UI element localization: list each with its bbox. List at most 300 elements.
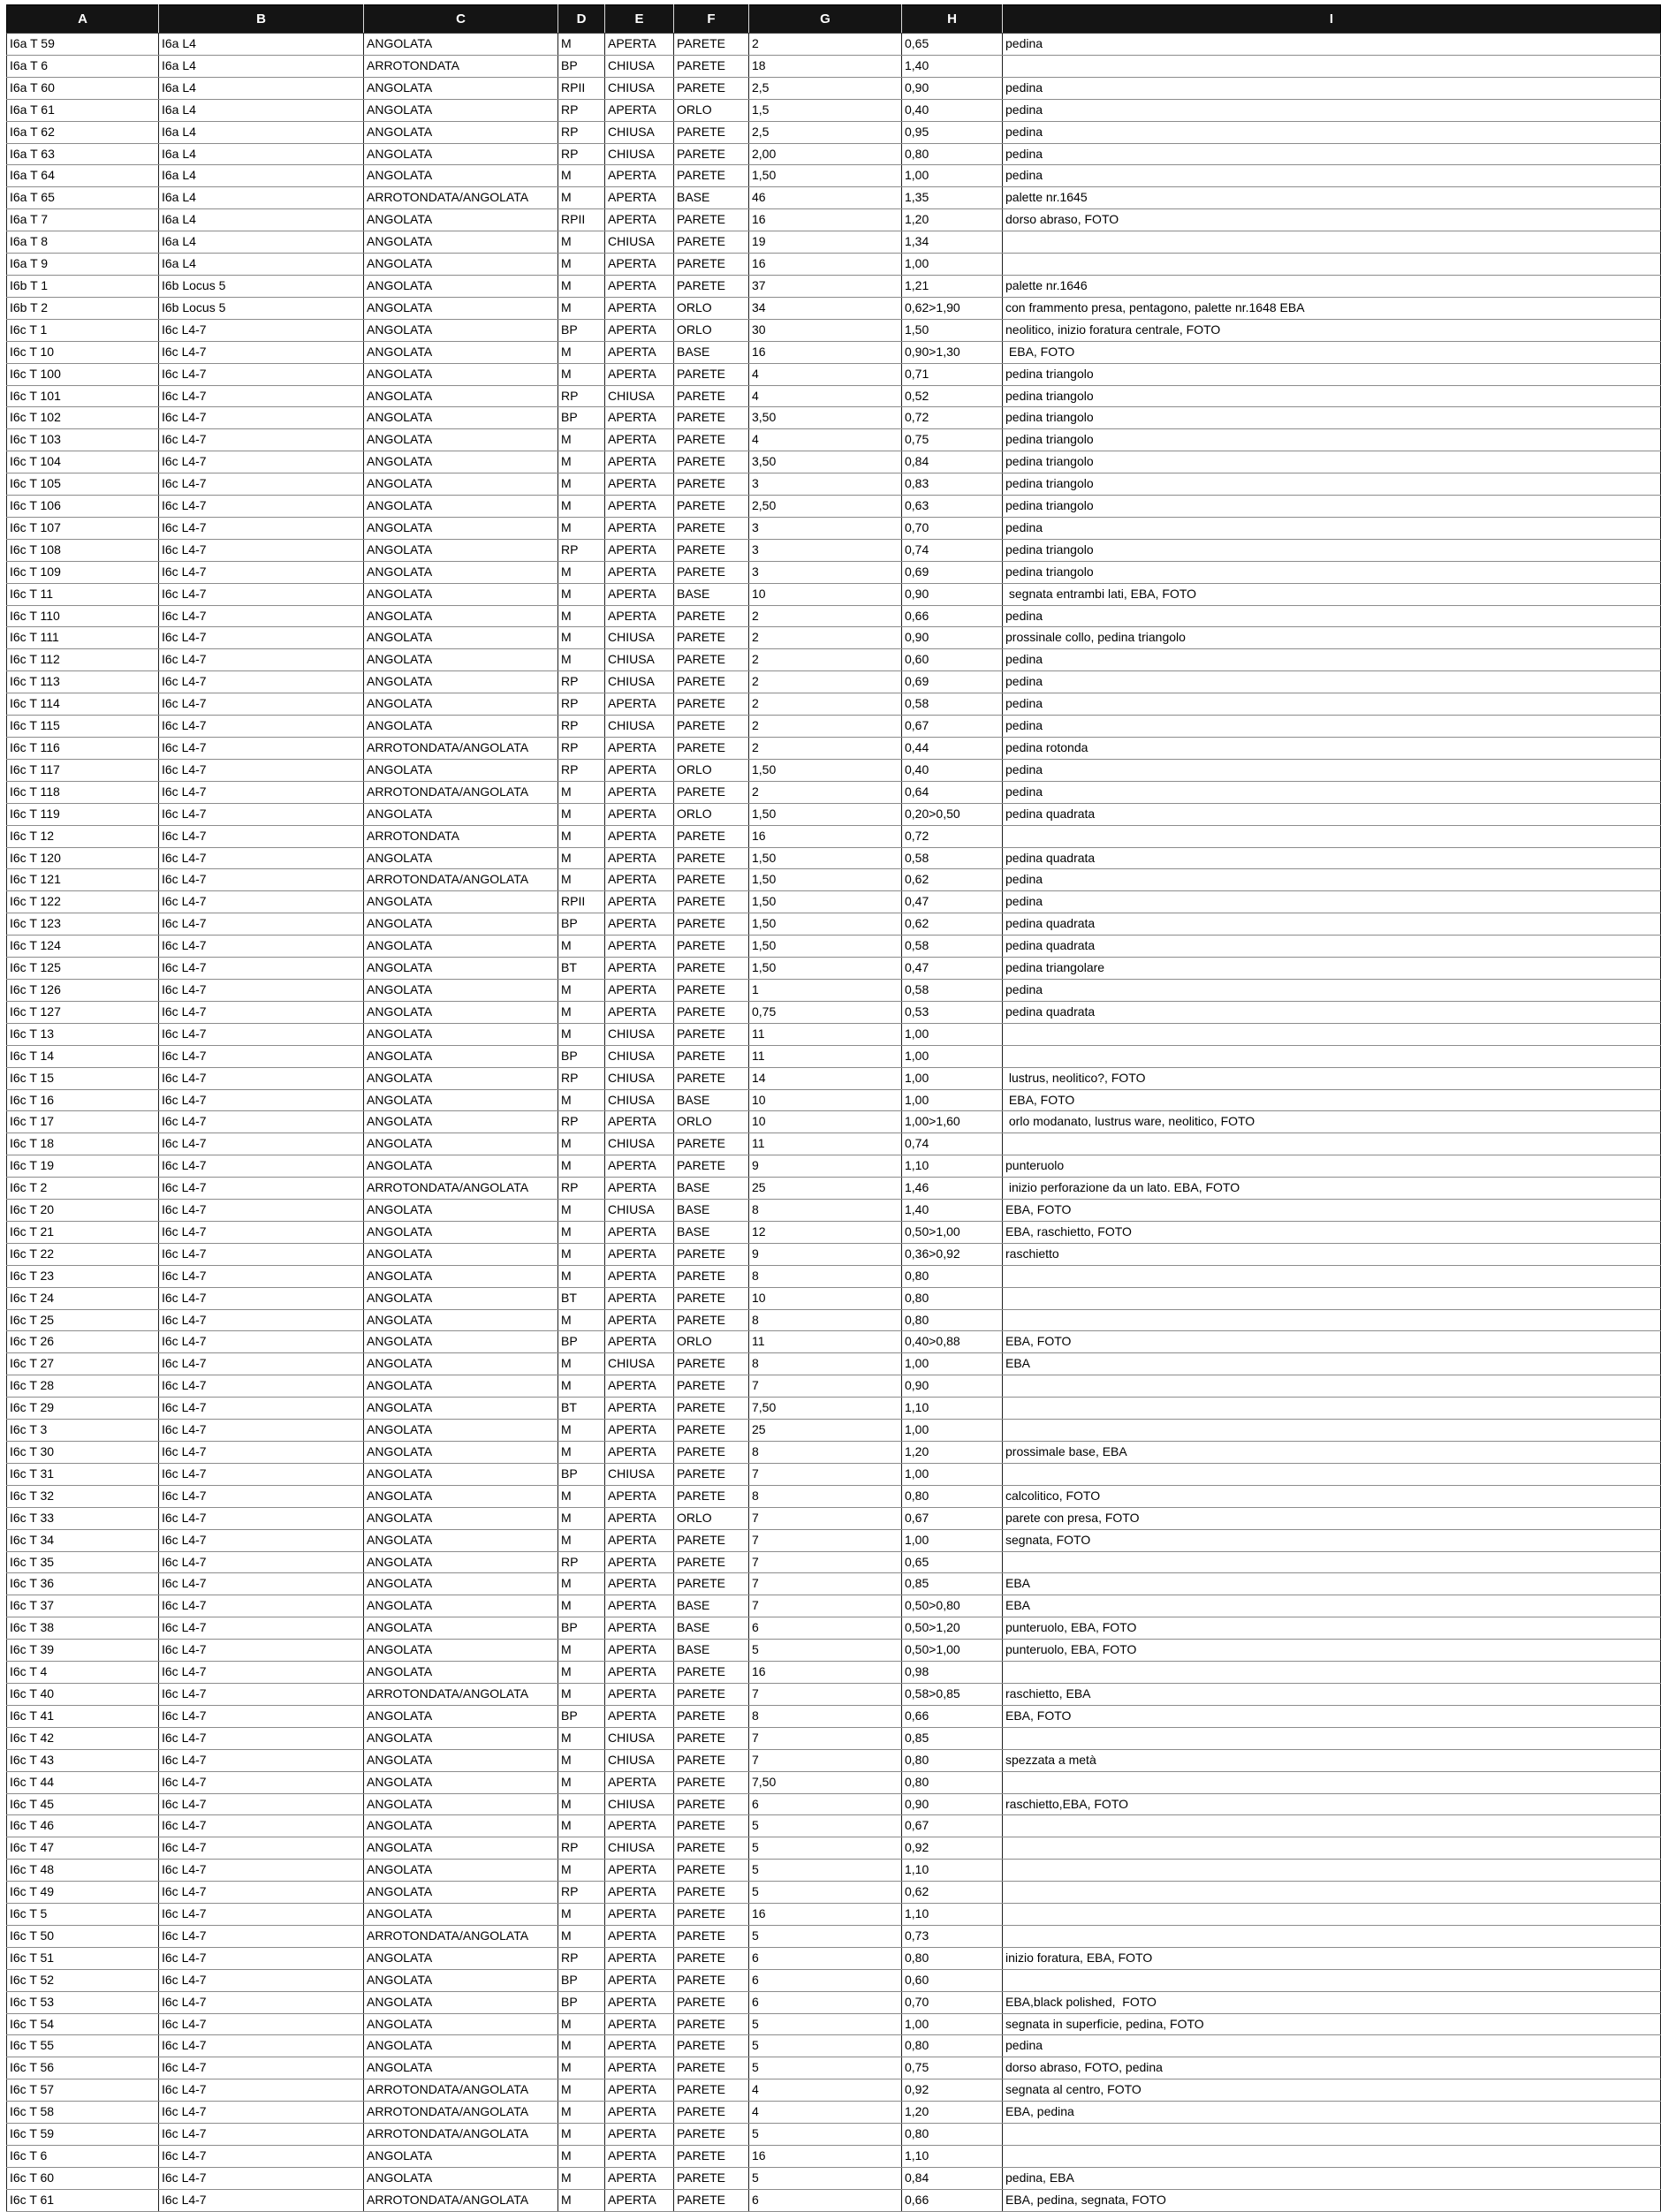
cell-i[interactable] — [1003, 1882, 1661, 1904]
cell-a[interactable]: I6c T 35 — [7, 1551, 159, 1573]
cell-i[interactable]: raschietto — [1003, 1243, 1661, 1265]
cell-a[interactable]: I6c T 49 — [7, 1882, 159, 1904]
cell-h[interactable]: 1,20 — [902, 209, 1003, 231]
cell-f[interactable]: PARETE — [674, 451, 749, 473]
cell-d[interactable]: RPII — [558, 209, 605, 231]
column-header-i[interactable]: I — [1003, 5, 1661, 34]
cell-e[interactable]: APERTA — [605, 1573, 674, 1595]
cell-c[interactable]: ANGOLATA — [364, 231, 558, 254]
cell-h[interactable]: 0,70 — [902, 517, 1003, 539]
cell-b[interactable]: I6c L4-7 — [159, 583, 364, 605]
cell-b[interactable]: I6c L4-7 — [159, 1837, 364, 1860]
cell-g[interactable]: 6 — [749, 2189, 902, 2211]
cell-a[interactable]: I6c T 109 — [7, 561, 159, 583]
cell-i[interactable]: pedina — [1003, 517, 1661, 539]
cell-i[interactable]: punteruolo, EBA, FOTO — [1003, 1617, 1661, 1640]
cell-i[interactable]: pedina — [1003, 979, 1661, 1001]
cell-c[interactable]: ANGOLATA — [364, 1309, 558, 1331]
cell-f[interactable]: PARETE — [674, 1749, 749, 1771]
cell-e[interactable]: APERTA — [605, 781, 674, 803]
cell-g[interactable]: 3 — [749, 539, 902, 561]
cell-c[interactable]: ANGOLATA — [364, 1595, 558, 1617]
cell-b[interactable]: I6c L4-7 — [159, 2013, 364, 2035]
cell-b[interactable]: I6c L4-7 — [159, 1749, 364, 1771]
cell-f[interactable]: PARETE — [674, 1904, 749, 1926]
cell-h[interactable]: 0,74 — [902, 539, 1003, 561]
cell-c[interactable]: ANGOLATA — [364, 561, 558, 583]
cell-d[interactable]: M — [558, 1442, 605, 1464]
cell-a[interactable]: I6c T 19 — [7, 1155, 159, 1178]
cell-b[interactable]: I6c L4-7 — [159, 825, 364, 847]
cell-f[interactable]: PARETE — [674, 2167, 749, 2189]
cell-a[interactable]: I6c T 43 — [7, 1749, 159, 1771]
cell-e[interactable]: APERTA — [605, 1904, 674, 1926]
cell-i[interactable] — [1003, 1969, 1661, 1991]
cell-f[interactable]: PARETE — [674, 385, 749, 407]
cell-g[interactable]: 0,75 — [749, 1001, 902, 1023]
cell-b[interactable]: I6c L4-7 — [159, 1243, 364, 1265]
cell-a[interactable]: I6c T 107 — [7, 517, 159, 539]
cell-b[interactable]: I6c L4-7 — [159, 1353, 364, 1375]
cell-g[interactable]: 2 — [749, 781, 902, 803]
cell-b[interactable]: I6c L4-7 — [159, 561, 364, 583]
cell-b[interactable]: I6c L4-7 — [159, 1595, 364, 1617]
cell-b[interactable]: I6c L4-7 — [159, 605, 364, 627]
cell-e[interactable]: APERTA — [605, 1243, 674, 1265]
cell-h[interactable]: 1,10 — [902, 2146, 1003, 2168]
cell-i[interactable] — [1003, 1265, 1661, 1287]
cell-e[interactable]: APERTA — [605, 2146, 674, 2168]
cell-g[interactable]: 11 — [749, 1023, 902, 1045]
cell-c[interactable]: ANGOLATA — [364, 2167, 558, 2189]
cell-e[interactable]: CHIUSA — [605, 1353, 674, 1375]
cell-d[interactable]: RP — [558, 1178, 605, 1200]
cell-c[interactable]: ANGOLATA — [364, 165, 558, 187]
cell-f[interactable]: PARETE — [674, 1133, 749, 1155]
cell-f[interactable]: PARETE — [674, 539, 749, 561]
cell-g[interactable]: 7 — [749, 1683, 902, 1705]
cell-f[interactable]: PARETE — [674, 1287, 749, 1309]
cell-d[interactable]: M — [558, 297, 605, 319]
cell-b[interactable]: I6c L4-7 — [159, 1287, 364, 1309]
cell-d[interactable]: M — [558, 1529, 605, 1551]
cell-a[interactable]: I6c T 4 — [7, 1662, 159, 1684]
cell-b[interactable]: I6c L4-7 — [159, 1067, 364, 1089]
cell-d[interactable]: RP — [558, 671, 605, 693]
cell-e[interactable]: APERTA — [605, 2167, 674, 2189]
cell-i[interactable]: pedina — [1003, 781, 1661, 803]
cell-g[interactable]: 5 — [749, 1860, 902, 1882]
cell-a[interactable]: I6a T 62 — [7, 121, 159, 143]
cell-f[interactable]: PARETE — [674, 1529, 749, 1551]
cell-f[interactable]: PARETE — [674, 1375, 749, 1398]
cell-g[interactable]: 8 — [749, 1309, 902, 1331]
cell-e[interactable]: APERTA — [605, 1178, 674, 1200]
cell-f[interactable]: PARETE — [674, 2035, 749, 2057]
cell-h[interactable]: 0,40 — [902, 99, 1003, 121]
cell-f[interactable]: PARETE — [674, 2124, 749, 2146]
cell-a[interactable]: I6c T 106 — [7, 496, 159, 518]
cell-i[interactable]: prossinale collo, pedina triangolo — [1003, 627, 1661, 649]
cell-a[interactable]: I6c T 24 — [7, 1287, 159, 1309]
cell-g[interactable]: 34 — [749, 297, 902, 319]
cell-h[interactable]: 0,80 — [902, 1749, 1003, 1771]
cell-h[interactable]: 0,60 — [902, 1969, 1003, 1991]
cell-f[interactable]: PARETE — [674, 209, 749, 231]
cell-a[interactable]: I6c T 101 — [7, 385, 159, 407]
cell-e[interactable]: APERTA — [605, 341, 674, 363]
cell-c[interactable]: ANGOLATA — [364, 451, 558, 473]
cell-h[interactable]: 0,63 — [902, 496, 1003, 518]
cell-b[interactable]: I6c L4-7 — [159, 627, 364, 649]
cell-d[interactable]: M — [558, 1353, 605, 1375]
cell-c[interactable]: ANGOLATA — [364, 1507, 558, 1529]
cell-c[interactable]: ANGOLATA — [364, 1353, 558, 1375]
cell-g[interactable]: 19 — [749, 231, 902, 254]
cell-c[interactable]: ARROTONDATA — [364, 825, 558, 847]
cell-d[interactable]: M — [558, 363, 605, 385]
cell-b[interactable]: I6c L4-7 — [159, 1463, 364, 1485]
cell-b[interactable]: I6c L4-7 — [159, 693, 364, 716]
cell-h[interactable]: 0,66 — [902, 2189, 1003, 2211]
cell-b[interactable]: I6a L4 — [159, 143, 364, 165]
cell-a[interactable]: I6c T 110 — [7, 605, 159, 627]
cell-e[interactable]: APERTA — [605, 1221, 674, 1243]
cell-f[interactable]: BASE — [674, 1595, 749, 1617]
cell-h[interactable]: 0,80 — [902, 1947, 1003, 1969]
cell-g[interactable]: 8 — [749, 1353, 902, 1375]
cell-d[interactable]: M — [558, 1089, 605, 1111]
cell-a[interactable]: I6c T 48 — [7, 1860, 159, 1882]
cell-f[interactable]: BASE — [674, 187, 749, 209]
cell-f[interactable]: PARETE — [674, 55, 749, 77]
cell-f[interactable]: PARETE — [674, 979, 749, 1001]
cell-e[interactable]: APERTA — [605, 1375, 674, 1398]
cell-d[interactable]: BP — [558, 1045, 605, 1067]
cell-h[interactable]: 1,00 — [902, 1023, 1003, 1045]
cell-g[interactable]: 7,50 — [749, 1398, 902, 1420]
cell-c[interactable]: ANGOLATA — [364, 1420, 558, 1442]
cell-f[interactable]: PARETE — [674, 165, 749, 187]
cell-f[interactable]: PARETE — [674, 738, 749, 760]
cell-h[interactable]: 1,35 — [902, 187, 1003, 209]
cell-b[interactable]: I6c L4-7 — [159, 1375, 364, 1398]
cell-f[interactable]: PARETE — [674, 1573, 749, 1595]
cell-g[interactable]: 1,50 — [749, 847, 902, 869]
cell-c[interactable]: ANGOLATA — [364, 341, 558, 363]
cell-h[interactable]: 0,50>0,80 — [902, 1595, 1003, 1617]
cell-f[interactable]: PARETE — [674, 231, 749, 254]
cell-h[interactable]: 0,70 — [902, 1991, 1003, 2013]
cell-a[interactable]: I6c T 122 — [7, 891, 159, 913]
cell-i[interactable] — [1003, 1551, 1661, 1573]
cell-b[interactable]: I6c L4-7 — [159, 1617, 364, 1640]
cell-i[interactable]: pedina triangolo — [1003, 561, 1661, 583]
cell-c[interactable]: ANGOLATA — [364, 2013, 558, 2035]
cell-c[interactable]: ANGOLATA — [364, 1089, 558, 1111]
cell-a[interactable]: I6c T 1 — [7, 319, 159, 341]
cell-b[interactable]: I6c L4-7 — [159, 407, 364, 429]
cell-i[interactable]: pedina — [1003, 34, 1661, 56]
cell-f[interactable]: PARETE — [674, 254, 749, 276]
cell-c[interactable]: ANGOLATA — [364, 1463, 558, 1485]
cell-f[interactable]: PARETE — [674, 1420, 749, 1442]
cell-a[interactable]: I6c T 30 — [7, 1442, 159, 1464]
cell-e[interactable]: CHIUSA — [605, 143, 674, 165]
cell-d[interactable]: BP — [558, 1617, 605, 1640]
cell-e[interactable]: APERTA — [605, 1265, 674, 1287]
cell-f[interactable]: PARETE — [674, 1705, 749, 1727]
cell-g[interactable]: 5 — [749, 1815, 902, 1837]
cell-i[interactable] — [1003, 1662, 1661, 1684]
cell-c[interactable]: ANGOLATA — [364, 77, 558, 99]
cell-f[interactable]: PARETE — [674, 77, 749, 99]
cell-f[interactable]: PARETE — [674, 1045, 749, 1067]
cell-g[interactable]: 2,5 — [749, 121, 902, 143]
cell-c[interactable]: ANGOLATA — [364, 34, 558, 56]
cell-c[interactable]: ANGOLATA — [364, 385, 558, 407]
cell-d[interactable]: M — [558, 583, 605, 605]
cell-f[interactable]: BASE — [674, 1617, 749, 1640]
cell-h[interactable]: 0,90>1,30 — [902, 341, 1003, 363]
cell-d[interactable]: M — [558, 517, 605, 539]
cell-i[interactable]: pedina triangolo — [1003, 473, 1661, 496]
cell-i[interactable]: pedina — [1003, 143, 1661, 165]
cell-e[interactable]: APERTA — [605, 738, 674, 760]
cell-i[interactable]: raschietto, EBA — [1003, 1683, 1661, 1705]
cell-b[interactable]: I6c L4-7 — [159, 2079, 364, 2102]
cell-i[interactable]: EBA, FOTO — [1003, 341, 1661, 363]
cell-c[interactable]: ANGOLATA — [364, 1904, 558, 1926]
cell-c[interactable]: ANGOLATA — [364, 1573, 558, 1595]
cell-d[interactable]: RP — [558, 738, 605, 760]
cell-h[interactable]: 1,00 — [902, 165, 1003, 187]
cell-a[interactable]: I6c T 55 — [7, 2035, 159, 2057]
cell-g[interactable]: 11 — [749, 1045, 902, 1067]
cell-c[interactable]: ANGOLATA — [364, 319, 558, 341]
cell-e[interactable]: APERTA — [605, 2057, 674, 2079]
cell-i[interactable]: calcolitico, FOTO — [1003, 1485, 1661, 1507]
cell-b[interactable]: I6c L4-7 — [159, 363, 364, 385]
cell-h[interactable]: 0,73 — [902, 1925, 1003, 1947]
cell-a[interactable]: I6c T 40 — [7, 1683, 159, 1705]
cell-b[interactable]: I6c L4-7 — [159, 1662, 364, 1684]
cell-d[interactable]: M — [558, 1243, 605, 1265]
cell-a[interactable]: I6a T 60 — [7, 77, 159, 99]
cell-a[interactable]: I6a T 7 — [7, 209, 159, 231]
cell-a[interactable]: I6c T 58 — [7, 2102, 159, 2124]
cell-d[interactable]: M — [558, 825, 605, 847]
cell-f[interactable]: PARETE — [674, 1001, 749, 1023]
cell-i[interactable]: pedina triangolo — [1003, 496, 1661, 518]
cell-b[interactable]: I6c L4-7 — [159, 979, 364, 1001]
cell-b[interactable]: I6c L4-7 — [159, 1640, 364, 1662]
cell-c[interactable]: ANGOLATA — [364, 275, 558, 297]
cell-g[interactable]: 10 — [749, 1111, 902, 1133]
cell-c[interactable]: ARROTONDATA/ANGOLATA — [364, 781, 558, 803]
cell-i[interactable]: inizio foratura, EBA, FOTO — [1003, 1947, 1661, 1969]
cell-d[interactable]: RP — [558, 121, 605, 143]
cell-h[interactable]: 0,50>1,00 — [902, 1640, 1003, 1662]
cell-i[interactable]: pedina — [1003, 165, 1661, 187]
cell-a[interactable]: I6c T 54 — [7, 2013, 159, 2035]
cell-e[interactable]: CHIUSA — [605, 1837, 674, 1860]
cell-c[interactable]: ANGOLATA — [364, 1793, 558, 1815]
cell-d[interactable]: M — [558, 2057, 605, 2079]
cell-a[interactable]: I6c T 12 — [7, 825, 159, 847]
cell-i[interactable]: pedina — [1003, 605, 1661, 627]
cell-e[interactable]: APERTA — [605, 913, 674, 936]
cell-a[interactable]: I6c T 34 — [7, 1529, 159, 1551]
cell-h[interactable]: 0,44 — [902, 738, 1003, 760]
cell-h[interactable]: 1,50 — [902, 319, 1003, 341]
cell-b[interactable]: I6b Locus 5 — [159, 297, 364, 319]
cell-i[interactable]: pedina — [1003, 869, 1661, 891]
cell-i[interactable] — [1003, 1904, 1661, 1926]
cell-h[interactable]: 0,90 — [902, 583, 1003, 605]
cell-b[interactable]: I6c L4-7 — [159, 2124, 364, 2146]
cell-e[interactable]: APERTA — [605, 1529, 674, 1551]
cell-e[interactable]: APERTA — [605, 165, 674, 187]
cell-d[interactable]: BP — [558, 1991, 605, 2013]
cell-d[interactable]: M — [558, 2189, 605, 2211]
cell-e[interactable]: APERTA — [605, 1662, 674, 1684]
cell-e[interactable]: APERTA — [605, 2124, 674, 2146]
cell-f[interactable]: ORLO — [674, 319, 749, 341]
cell-a[interactable]: I6c T 51 — [7, 1947, 159, 1969]
cell-d[interactable]: RP — [558, 1882, 605, 1904]
cell-h[interactable]: 0,58 — [902, 693, 1003, 716]
cell-g[interactable]: 3 — [749, 517, 902, 539]
cell-c[interactable]: ANGOLATA — [364, 473, 558, 496]
cell-e[interactable]: APERTA — [605, 803, 674, 825]
cell-d[interactable]: M — [558, 1155, 605, 1178]
cell-d[interactable]: M — [558, 1420, 605, 1442]
cell-a[interactable]: I6c T 56 — [7, 2057, 159, 2079]
cell-g[interactable]: 3 — [749, 561, 902, 583]
cell-g[interactable]: 7 — [749, 1529, 902, 1551]
cell-g[interactable]: 7 — [749, 1507, 902, 1529]
cell-h[interactable]: 0,47 — [902, 958, 1003, 980]
cell-b[interactable]: I6c L4-7 — [159, 1904, 364, 1926]
cell-d[interactable]: M — [558, 473, 605, 496]
cell-i[interactable]: pedina quadrata — [1003, 803, 1661, 825]
cell-c[interactable]: ANGOLATA — [364, 1551, 558, 1573]
cell-e[interactable]: CHIUSA — [605, 1727, 674, 1749]
cell-f[interactable]: PARETE — [674, 2057, 749, 2079]
cell-b[interactable]: I6a L4 — [159, 165, 364, 187]
cell-a[interactable]: I6c T 127 — [7, 1001, 159, 1023]
cell-g[interactable]: 7 — [749, 1463, 902, 1485]
cell-e[interactable]: APERTA — [605, 209, 674, 231]
cell-e[interactable]: APERTA — [605, 297, 674, 319]
cell-b[interactable]: I6a L4 — [159, 99, 364, 121]
cell-d[interactable]: M — [558, 1200, 605, 1222]
cell-i[interactable] — [1003, 254, 1661, 276]
cell-h[interactable]: 1,00>1,60 — [902, 1111, 1003, 1133]
cell-d[interactable]: M — [558, 429, 605, 451]
cell-a[interactable]: I6c T 116 — [7, 738, 159, 760]
cell-b[interactable]: I6c L4-7 — [159, 2146, 364, 2168]
column-header-a[interactable]: A — [7, 5, 159, 34]
cell-i[interactable]: EBA — [1003, 1353, 1661, 1375]
cell-h[interactable]: 0,67 — [902, 1815, 1003, 1837]
cell-d[interactable]: RP — [558, 759, 605, 781]
cell-e[interactable]: APERTA — [605, 1595, 674, 1617]
cell-d[interactable]: RP — [558, 716, 605, 738]
cell-f[interactable]: PARETE — [674, 1662, 749, 1684]
cell-f[interactable]: PARETE — [674, 1771, 749, 1793]
cell-b[interactable]: I6a L4 — [159, 77, 364, 99]
cell-a[interactable]: I6c T 27 — [7, 1353, 159, 1375]
cell-f[interactable]: PARETE — [674, 1860, 749, 1882]
cell-d[interactable]: BP — [558, 319, 605, 341]
cell-b[interactable]: I6c L4-7 — [159, 1969, 364, 1991]
cell-h[interactable]: 0,67 — [902, 1507, 1003, 1529]
cell-i[interactable] — [1003, 1133, 1661, 1155]
cell-i[interactable]: EBA, FOTO — [1003, 1200, 1661, 1222]
cell-f[interactable]: PARETE — [674, 2102, 749, 2124]
cell-e[interactable]: APERTA — [605, 517, 674, 539]
cell-b[interactable]: I6c L4-7 — [159, 1683, 364, 1705]
cell-i[interactable]: pedina triangolo — [1003, 385, 1661, 407]
cell-a[interactable]: I6c T 108 — [7, 539, 159, 561]
cell-d[interactable]: M — [558, 1507, 605, 1529]
cell-b[interactable]: I6c L4-7 — [159, 1045, 364, 1067]
cell-h[interactable]: 1,00 — [902, 1067, 1003, 1089]
cell-f[interactable]: ORLO — [674, 759, 749, 781]
cell-b[interactable]: I6c L4-7 — [159, 517, 364, 539]
cell-e[interactable]: APERTA — [605, 34, 674, 56]
cell-d[interactable]: M — [558, 561, 605, 583]
cell-e[interactable]: APERTA — [605, 561, 674, 583]
cell-g[interactable]: 3,50 — [749, 451, 902, 473]
cell-i[interactable]: pedina — [1003, 121, 1661, 143]
cell-c[interactable]: ANGOLATA — [364, 1133, 558, 1155]
cell-d[interactable]: RP — [558, 693, 605, 716]
cell-g[interactable]: 3 — [749, 473, 902, 496]
cell-h[interactable]: 0,72 — [902, 825, 1003, 847]
cell-h[interactable]: 0,90 — [902, 627, 1003, 649]
cell-a[interactable]: I6b T 1 — [7, 275, 159, 297]
cell-c[interactable]: ANGOLATA — [364, 891, 558, 913]
cell-d[interactable]: M — [558, 1793, 605, 1815]
cell-e[interactable]: CHIUSA — [605, 1133, 674, 1155]
cell-g[interactable]: 7,50 — [749, 1771, 902, 1793]
cell-g[interactable]: 2 — [749, 716, 902, 738]
cell-g[interactable]: 4 — [749, 385, 902, 407]
cell-i[interactable]: pedina — [1003, 649, 1661, 671]
cell-e[interactable]: APERTA — [605, 275, 674, 297]
cell-i[interactable]: EBA, FOTO — [1003, 1331, 1661, 1353]
cell-g[interactable]: 5 — [749, 2057, 902, 2079]
cell-e[interactable]: APERTA — [605, 1815, 674, 1837]
cell-e[interactable]: CHIUSA — [605, 1045, 674, 1067]
cell-e[interactable]: APERTA — [605, 936, 674, 958]
cell-h[interactable]: 0,95 — [902, 121, 1003, 143]
cell-b[interactable]: I6a L4 — [159, 209, 364, 231]
cell-f[interactable]: PARETE — [674, 1353, 749, 1375]
cell-f[interactable]: PARETE — [674, 1243, 749, 1265]
cell-i[interactable]: pedina quadrata — [1003, 1001, 1661, 1023]
cell-g[interactable]: 7 — [749, 1573, 902, 1595]
cell-h[interactable]: 0,40>0,88 — [902, 1331, 1003, 1353]
cell-h[interactable]: 0,80 — [902, 1309, 1003, 1331]
cell-f[interactable]: PARETE — [674, 407, 749, 429]
cell-d[interactable]: BP — [558, 913, 605, 936]
cell-c[interactable]: ANGOLATA — [364, 1111, 558, 1133]
cell-g[interactable]: 8 — [749, 1442, 902, 1464]
